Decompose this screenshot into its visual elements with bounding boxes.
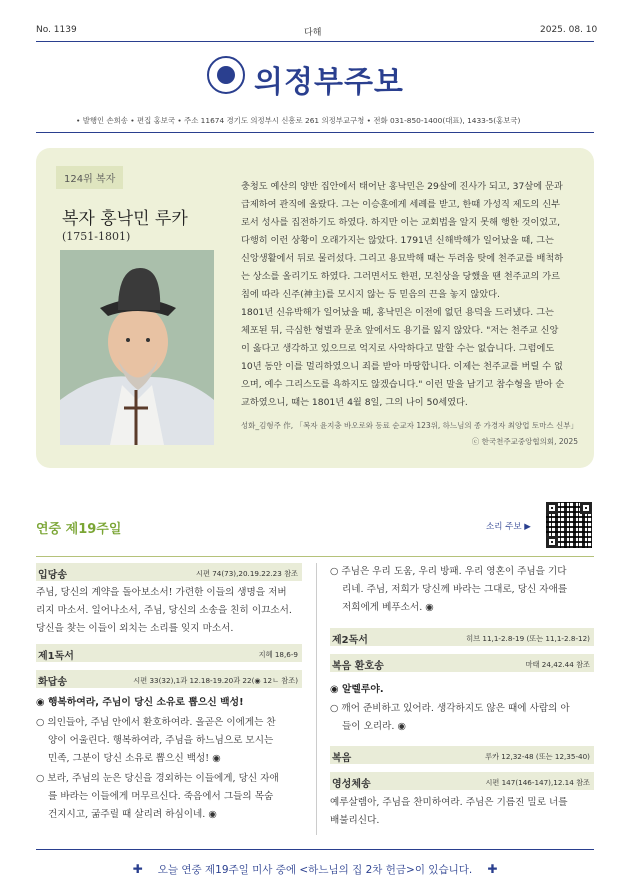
first-reading-ref: 지혜 18,6-9: [258, 650, 298, 659]
communion-antiphon-ref: 시편 147(146-147),12.14 참조: [485, 778, 590, 787]
gospel-ref: 루카 12,32-48 (또는 12,35-40): [485, 752, 590, 761]
liturgical-year: 다해: [304, 28, 322, 38]
second-reading-ref: 히브 11,1-2.8-19 (또는 11,1-2.8-12): [466, 634, 590, 643]
communion-antiphon-title: 영성체송: [332, 779, 371, 790]
issue-number: No. 1139: [36, 25, 77, 35]
cross-icon: ✚: [132, 862, 143, 876]
psalm-verse-3: ○ 주님은 우리 도움, 우리 방패. 우리 영혼이 주님을 기다 리네. 주님, 저희가 당신께 바라는 그대로, 당신 자애를 저희에게 베푸소서. ◉: [330, 566, 568, 613]
alleluia-response: ◉ 알렐루야.: [330, 684, 384, 695]
saint-portrait: [60, 250, 214, 445]
psalm-verse-1: ○ 의인들아, 주님 안에서 환호하여라. 올곧은 이에게는 찬 양이 어울린다. 행복하여라, 주님을 하느님으로 모시는 민족, 그분이 당신 소유로 뽑으신 백성! ◉: [36, 717, 276, 764]
gospel-title: 복음: [332, 753, 352, 764]
communion-antiphon-text: 예루살렘아, 주님을 찬미하여라. 주님은 기름진 밀로 너를 배불리신다.: [330, 797, 568, 826]
issue-date: 2025. 08. 10: [540, 25, 598, 35]
saint-name: 복자 홍낙민 루카: [62, 209, 188, 229]
psalm-response: ◉ 행복하여라, 주님이 당신 소유로 뽑으신 백성!: [36, 697, 244, 708]
section-divider: [36, 556, 594, 557]
saint-category-tag: 124위 복자: [56, 166, 123, 189]
info-divider: [36, 132, 594, 133]
cross-icon: ✚: [487, 862, 498, 876]
copyright-credit: ⓒ 한국천주교중앙협의회, 2025: [471, 437, 578, 446]
diocese-seal-icon: [207, 56, 245, 94]
psalm-verse-2: ○ 보라, 주님의 눈은 당신을 경외하는 이들에게, 당신 자애 를 바라는 이들에게 머무르신다. 죽음에서 그들의 목숨 건지시고, 굶주릴 때 살리려 하심이네. ◉: [36, 773, 279, 820]
entrance-antiphon-title: 입당송: [38, 570, 67, 581]
saint-biography: 충청도 예산의 양반 집안에서 태어난 홍낙민은 29살에 진사가 되고, 37살에 문과 급제하여 관직에 올랐다. 그는 이승훈에게 세례를 받고, 한때 가성직 제도의 신부 로서 성사를 집전하기도 하였다. 하지만 이는 교회법을 알지 못해 행한 것이었고, 다행히 이런 상황이 오래가지는 않았다. 1791년 신해박해가 일어났을 때, 그는 신앙생활에서 뒤로 물러섰다. 그리고 용묘박해 때는 두려움 탓에 천주교를 배척하 는 상소를 올리기도 하였다. 그러면서도 한편, 모친상을 당했을 땐 천주교의 가르 침에 따라 신주(神主)를 모시지 않는 등 믿음의 끈을 놓지 않았다. 1801년 신유박해가 일어났을 때, 홍낙민은 이전에 없던 용덕을 드러냈다. 그는 체포된 뒤, 극심한 형벌과 문초 앞에서도 용기를 잃지 않았다. "저는 천주교 신앙 이 옳다고 생각하고 있으므로 억지로 사악하다고 말할 수는 없습니다. 그럼에도 10년 동안 이를 멀리하였으니 죄를 받아 마땅합니다. 이제는 천주교를 버릴 수 없 으며, 예수 그리스도를 욕하지도 않겠습니다." 이런 말을 남기고 참수형을 받아 순 교하였으니, 때는 1801년 4월 8일, 그의 나이 50세였다.: [241, 181, 565, 408]
first-reading-title: 제1독서: [38, 651, 74, 662]
column-divider: [316, 563, 317, 835]
entrance-antiphon-ref: 시편 74(73),20.19.22.23 참조: [196, 569, 298, 578]
entrance-antiphon-text: 주님, 당신의 계약을 돌아보소서! 가련한 이들의 생명을 저버 리지 마소서. 일어나소서, 주님, 당신의 소송을 친히 이끄소서. 당신을 찾는 이들이 외치는 소리를 잊지 마소서.: [36, 587, 292, 634]
qr-code-icon[interactable]: [546, 502, 592, 548]
gospel-acclamation-verse: ○ 깨어 준비하고 있어라. 생각하지도 않은 때에 사람의 아 들이 오리라. ◉: [330, 703, 570, 732]
second-reading-title: 제2독서: [332, 635, 368, 646]
saint-years: (1751-1801): [62, 230, 131, 243]
header-divider: [36, 41, 594, 42]
sunday-title: 연중 제19주일: [36, 522, 122, 537]
masthead-title: 의정부주보: [254, 65, 404, 100]
psalm-title: 화답송: [38, 677, 67, 688]
footer-notice: [36, 858, 594, 877]
footer-notice-text: 오늘 연중 제19주일 미사 중에 <하느님의 집 2차 헌금>이 있습니다.: [157, 864, 473, 876]
artwork-credit: 성화_김형주 作, 「복자 윤지충 바오로와 동료 순교자 123위, 하느님의 종 가경자 최양업 토마스 신부」: [240, 421, 578, 430]
audio-bulletin-link[interactable]: 소리 주보 ▶: [486, 522, 531, 532]
gospel-acclamation-ref: 마태 24,42.44 참조: [525, 660, 590, 669]
psalm-ref: 시편 33(32),1과 12.18-19.20과 22(◉ 12ㄴ 참조): [133, 676, 298, 685]
gospel-acclamation-title: 복음 환호송: [332, 661, 384, 672]
publisher-info: • 발행인 손희송 • 편집 홍보국 • 주소 11674 경기도 의정부시 신흥로 261 의정부교구청 • 전화 031-850-1400(대표), 1433-5(홍보국): [76, 116, 521, 125]
footer-divider: [36, 849, 594, 850]
